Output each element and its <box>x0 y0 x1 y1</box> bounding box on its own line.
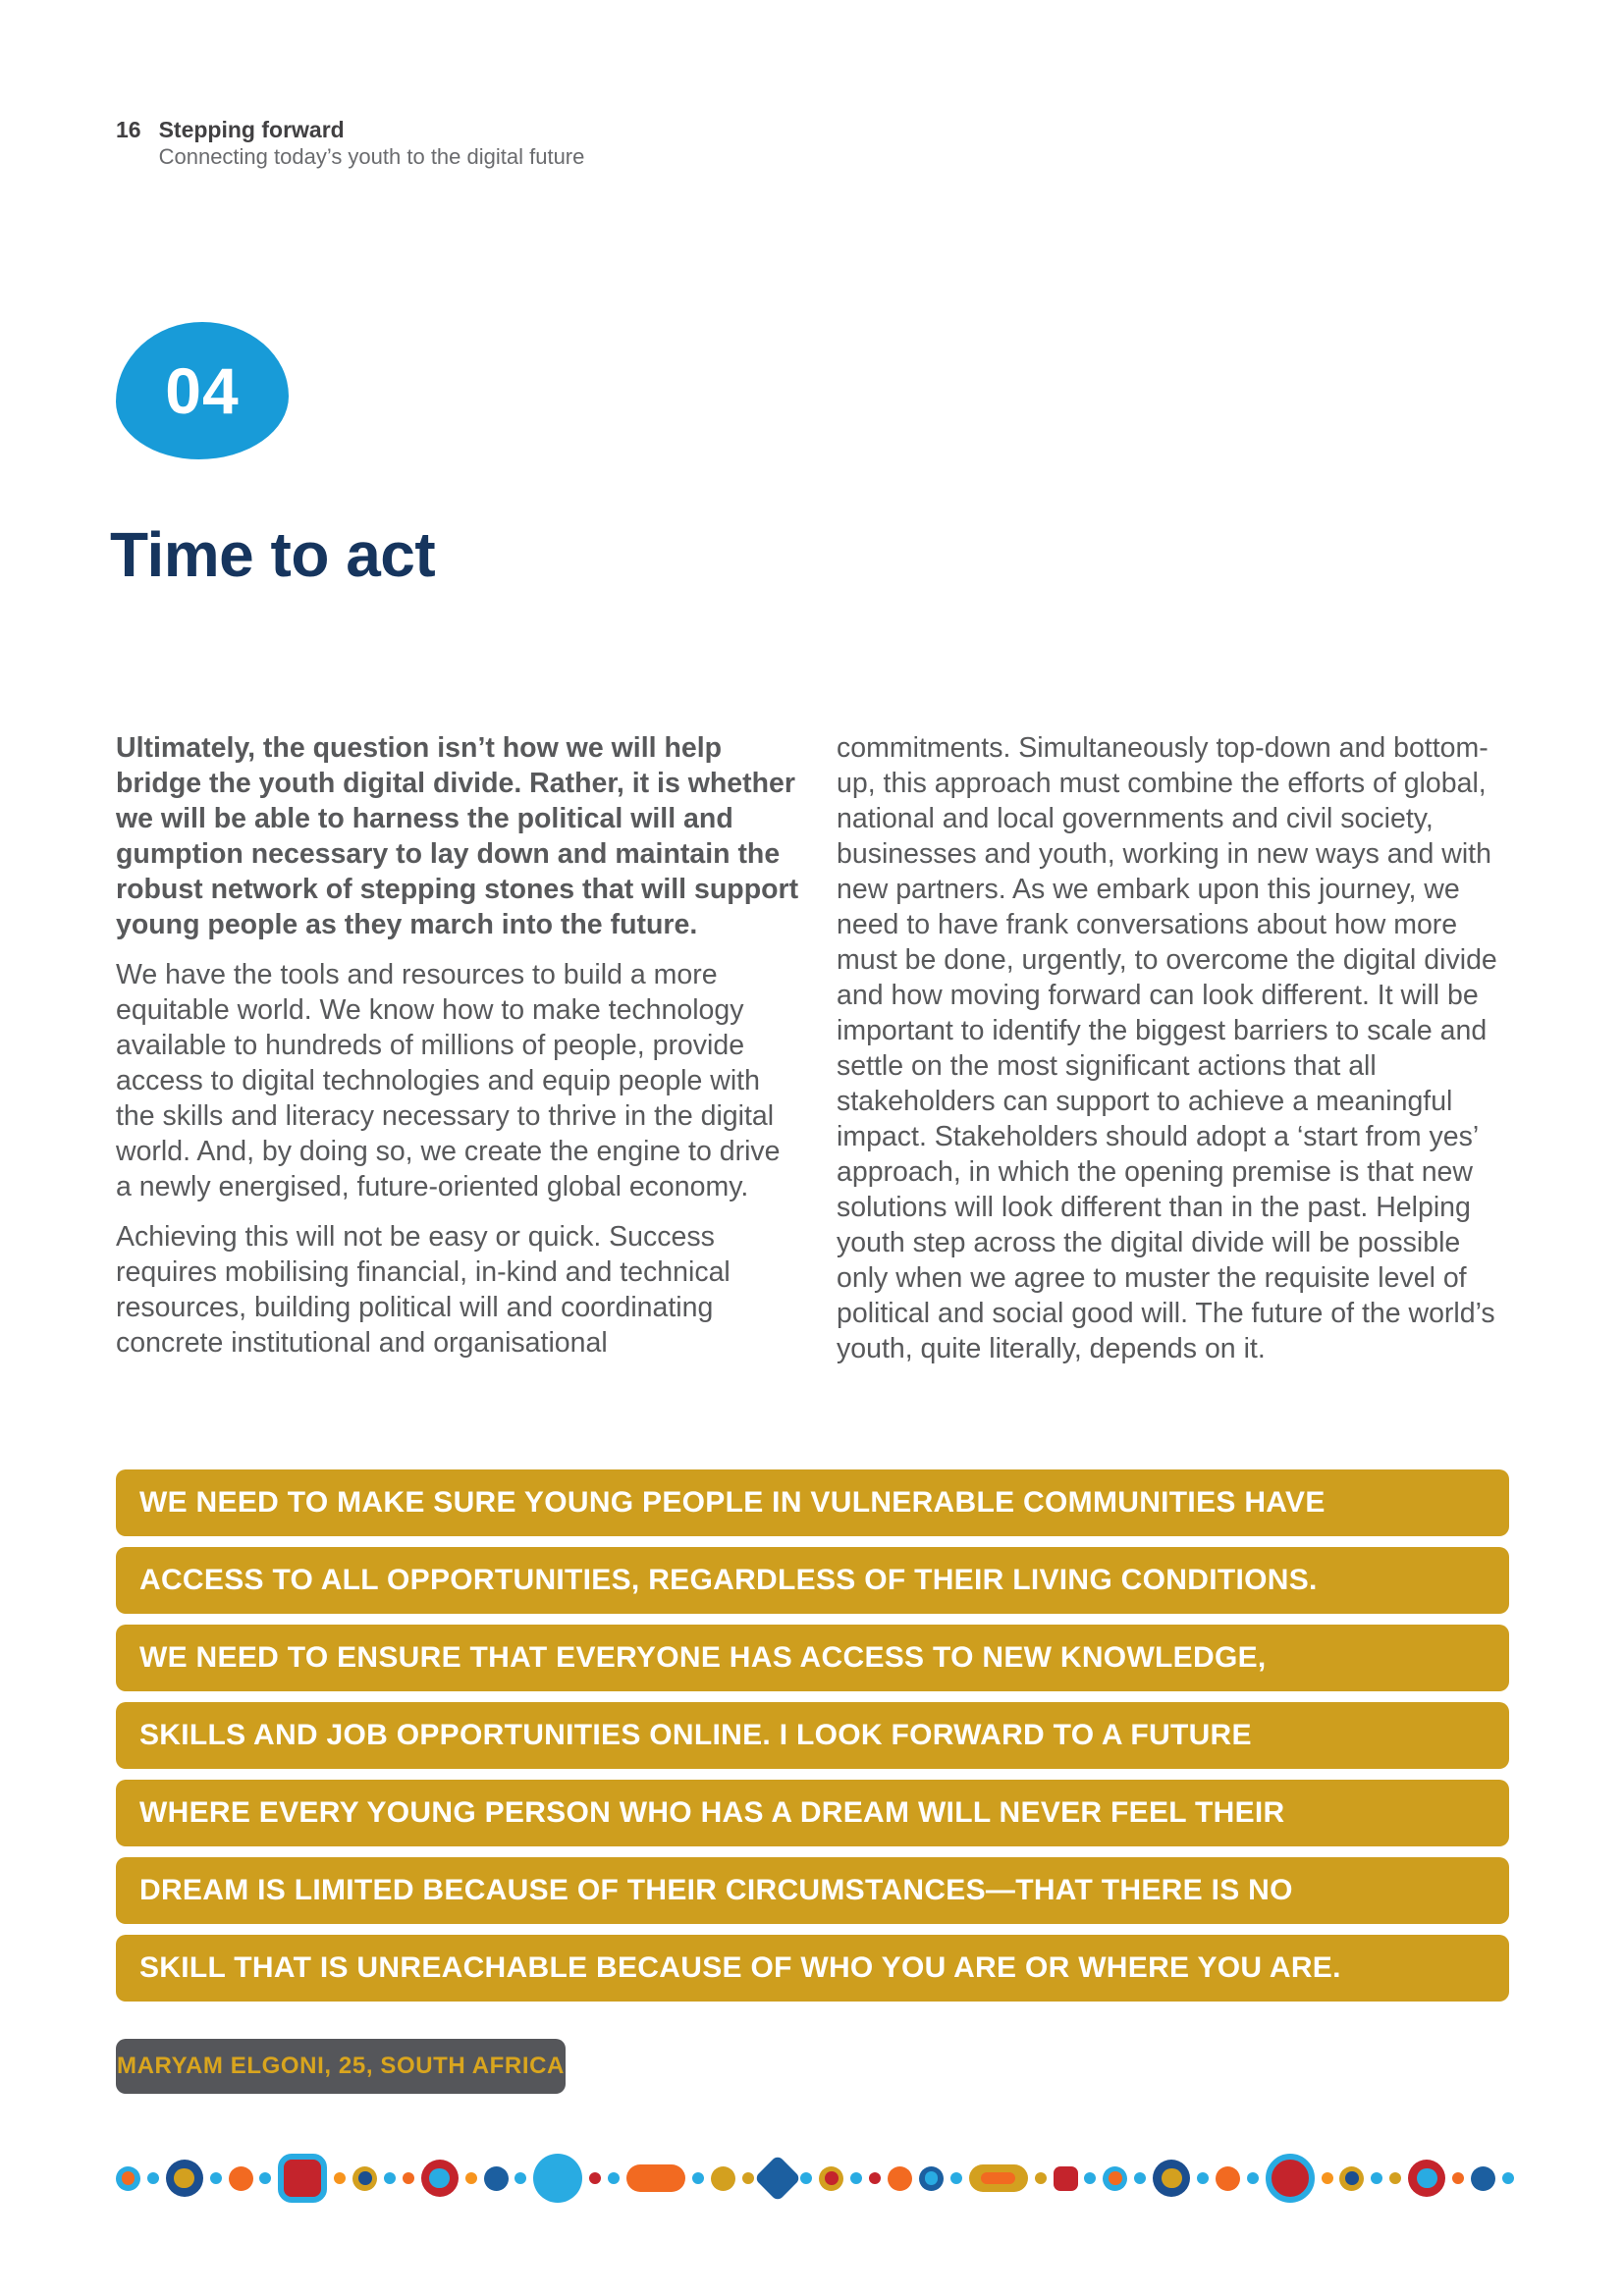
decor-dot-icon <box>850 2172 862 2184</box>
column-left <box>116 730 803 1381</box>
report-title: Stepping forward <box>158 117 345 142</box>
page-number: 16 <box>116 117 141 142</box>
decor-dot-icon <box>754 2155 801 2202</box>
decor-dot-icon <box>969 2164 1028 2192</box>
quote-bar: WE NEED TO ENSURE THAT EVERYONE HAS ACCESS TO NEW KNOWLEDGE, <box>116 1625 1509 1691</box>
decor-dot-icon <box>533 2154 582 2203</box>
decor-dot-icon <box>259 2172 271 2184</box>
decor-dot-icon <box>1197 2172 1209 2184</box>
decor-dot-inner <box>825 2171 839 2185</box>
body-paragraph: We have the tools and resources to build a more equitable world. We know how to make technology available to hundreds of millions of people, provide access to digital technologies and equip people with the skills and literacy necessary to thrive in the digital world. And, by doing so, we create the engine to drive a newly energised, future-oriented global economy. <box>116 959 781 1202</box>
decor-dot-icon <box>1054 2166 1078 2191</box>
decor-dot-icon <box>819 2166 843 2191</box>
decor-dot-icon <box>514 2172 526 2184</box>
decor-dot-icon <box>919 2166 944 2191</box>
decorative-dots <box>116 2150 1514 2207</box>
body-paragraph: Achieving this will not be easy or quick. Success requires mobilising financial, in-kind and technical resources, building political will and coordinating concrete institutional and organisational <box>116 1221 731 1359</box>
decor-dot-icon <box>147 2172 159 2184</box>
decor-dot-icon <box>1471 2166 1495 2191</box>
decor-dot-icon <box>888 2166 912 2191</box>
decor-dot-icon <box>1103 2166 1127 2191</box>
decor-dot-inner <box>174 2168 194 2189</box>
decor-dot-icon <box>278 2154 327 2203</box>
section-number-badge <box>116 322 289 459</box>
decor-dot-inner <box>358 2171 372 2185</box>
column-right <box>837 730 1514 1381</box>
pull-quote <box>116 1469 1509 2012</box>
page-title: Time to act <box>110 519 436 590</box>
decor-dot-icon <box>692 2172 704 2184</box>
decor-dot-inner <box>122 2171 135 2185</box>
decor-dot-icon <box>334 2172 346 2184</box>
decor-dot-inner <box>1345 2171 1359 2185</box>
decor-dot-icon <box>608 2172 620 2184</box>
report-subtitle: Connecting today’s youth to the digital future <box>158 144 585 169</box>
body-columns <box>116 730 1514 1381</box>
decor-dot-icon <box>229 2166 253 2191</box>
quote-bar: SKILLS AND JOB OPPORTUNITIES ONLINE. I LOOK FORWARD TO A FUTURE <box>116 1702 1509 1769</box>
decor-dot-icon <box>116 2166 140 2191</box>
decor-dot-inner <box>429 2168 450 2189</box>
decor-dot-icon <box>1322 2172 1333 2184</box>
decor-dot-icon <box>1084 2172 1096 2184</box>
decor-dot-inner <box>1109 2171 1122 2185</box>
decor-dot-icon <box>1502 2172 1514 2184</box>
decor-dot-icon <box>1266 2154 1315 2203</box>
page-header <box>116 116 584 170</box>
decor-dot-inner <box>981 2172 1015 2184</box>
decor-dot-icon <box>403 2172 414 2184</box>
quote-bar: DREAM IS LIMITED BECAUSE OF THEIR CIRCUMSTANCES—THAT THERE IS NO <box>116 1857 1509 1924</box>
decor-dot-icon <box>711 2166 735 2191</box>
decor-dot-icon <box>950 2172 962 2184</box>
decor-dot-icon <box>210 2172 222 2184</box>
decor-dot-icon <box>800 2172 812 2184</box>
quote-bar: WHERE EVERY YOUNG PERSON WHO HAS A DREAM WILL NEVER FEEL THEIR <box>116 1780 1509 1846</box>
decor-dot-icon <box>1035 2172 1047 2184</box>
decor-dot-icon <box>166 2160 203 2197</box>
quote-attribution: MARYAM ELGONI, 25, SOUTH AFRICA <box>116 2039 566 2094</box>
quote-bar: WE NEED TO MAKE SURE YOUNG PEOPLE IN VULNERABLE COMMUNITIES HAVE <box>116 1469 1509 1536</box>
decor-dot-inner <box>925 2171 939 2185</box>
decor-dot-icon <box>1389 2172 1401 2184</box>
report-header-text <box>159 116 585 170</box>
decor-dot-icon <box>1371 2172 1382 2184</box>
quote-bar: SKILL THAT IS UNREACHABLE BECAUSE OF WHO YOU ARE OR WHERE YOU ARE. <box>116 1935 1509 2002</box>
section-number: 04 <box>165 354 240 427</box>
decor-dot-inner <box>1162 2168 1182 2189</box>
decor-dot-icon <box>1153 2160 1190 2197</box>
decor-dot-icon <box>626 2164 685 2192</box>
decor-dot-icon <box>484 2166 509 2191</box>
decor-dot-icon <box>1339 2166 1364 2191</box>
quote-bar: ACCESS TO ALL OPPORTUNITIES, REGARDLESS OF THEIR LIVING CONDITIONS. <box>116 1547 1509 1614</box>
decor-dot-inner <box>1417 2168 1437 2189</box>
decor-dot-icon <box>869 2172 881 2184</box>
decor-dot-icon <box>1408 2160 1445 2197</box>
decor-dot-icon <box>1247 2172 1259 2184</box>
decor-dot-icon <box>465 2172 477 2184</box>
decor-dot-icon <box>384 2172 396 2184</box>
decor-dot-icon <box>742 2172 754 2184</box>
decor-dot-icon <box>1216 2166 1240 2191</box>
decor-dot-icon <box>1452 2172 1464 2184</box>
decor-dot-icon <box>421 2160 459 2197</box>
decor-dot-icon <box>352 2166 377 2191</box>
lead-paragraph: Ultimately, the question isn’t how we will help bridge the youth digital divide. Rather, it is whether we will be able to harness the political will and gumption necessary to lay down and maintain the robust network of stepping stones that will support young people as they march into the future. <box>116 732 799 940</box>
decor-dot-icon <box>589 2172 601 2184</box>
body-paragraph: commitments. Simultaneously top-down and bottom-up, this approach must combine the efforts of global, national and local governments and civil society, businesses and youth, working in new ways and with new partners. As we embark upon this journey, we need to have frank conversations about how more must be done, urgently, to overcome the digital divide and how moving forward can look different. It will be important to identify the biggest barriers to scale and settle on the most significant actions that all stakeholders can support to achieve a meaningful impact. Stakeholders should adopt a ‘start from yes’ approach, in which the opening premise is that new solutions will look different than in the past. Helping youth step across the digital divide will be possible only when we agree to muster the requisite level of political and social good will. The future of the world’s youth, quite literally, depends on it. <box>837 732 1497 1364</box>
decor-dot-icon <box>1134 2172 1146 2184</box>
